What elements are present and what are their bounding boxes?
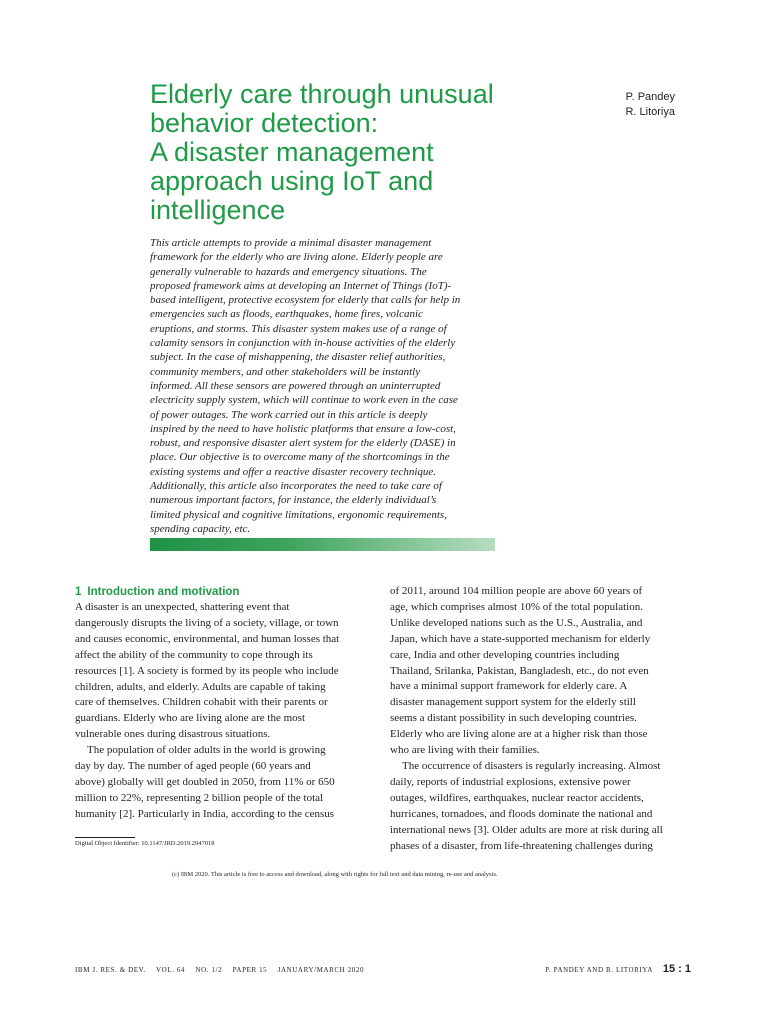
title-line: intelligence [150,195,286,225]
body-line: dangerously disrupts the living of a society, village, or town [75,616,339,629]
body-line: children, adults, and elderly. Adults are capable of taking [75,680,326,693]
abstract-line: place. Our objective is to overcome many of the shortcomings in the [150,451,450,464]
section-number: 1 [75,586,82,598]
body-line: vulnerable ones during disastrous situations. [75,728,271,741]
abstract-line: informed. All these sensors are powered through an uninterrupted [150,379,441,392]
journal-footer [75,966,372,974]
abstract-line: inspired by the need to have holistic platforms that ensure a low-cost, [150,422,456,435]
body-line: have a minimal support framework for elderly care. A [390,680,628,693]
body-line: hurricanes, tornadoes, and floods dominate the national and [390,807,653,820]
body-line: of 2011, around 104 million people are above 60 years of [390,585,643,597]
body-line: guardians. Elderly who are living alone are the most [75,712,306,725]
body-line: outages, wildfires, earthquakes, nuclear reactor accidents, [390,791,644,804]
body-line: resources [1]. A society is formed by its people who include [75,664,339,677]
abstract-divider-bar [150,538,495,551]
abstract-line: existing systems and offer a reactive disaster recovery technique. [150,465,437,478]
body-line: seems a distant possibility in such developing countries. [390,712,637,725]
abstract-line: community members, and other stakeholders will be instantly [150,365,421,378]
author-name: R. Litoriya [625,106,675,118]
body-line: day by day. The number of aged people (60 years and [75,760,311,773]
author-name: P. Pandey [625,91,675,103]
body-line: care of themselves. Children cohabit with their parents or [75,696,328,709]
body-line: Japan, which have a state-supported mechanism for elderly [390,632,651,645]
body-line: The population of older adults in the world is growing [87,744,326,757]
copyright-notice: (c) IBM 2020. This article is free to access and download, along with rights for full text and data mining, re-use and analysis. [172,871,498,878]
article-title [150,80,570,225]
title-line: approach using IoT and [150,166,434,196]
title-line: Elderly care through unusual [150,79,494,109]
footer-number: NO. 1/2 [195,966,223,974]
body-line: A disaster is an unexpected, shattering event that [75,601,290,613]
abstract-line: calamity sensors in conjunction with in-house activities of the elderly [150,337,456,350]
abstract-line: emergencies such as floods, earthquakes, home fires, volcanic [150,308,423,321]
body-line: The occurrence of disasters is regularly increasing. Almost [402,759,661,772]
footer-authors: P. PANDEY AND R. LITORIYA [545,966,653,974]
body-line: international news [3]. Older adults are more at risk during all [390,823,663,836]
title-line: A disaster management [150,137,434,167]
body-line: disaster management support system for the elderly still [390,696,636,709]
body-line: Elderly who are living alone are at a higher risk than those [390,728,648,741]
body-line: Unlike developed nations such as the U.S., Australia, and [390,616,643,629]
title-line: behavior detection: [150,108,379,138]
running-footer-right [545,963,691,975]
body-line: affect the ability of the community to cope through its [75,648,313,661]
abstract-line: spending capacity, etc. [150,522,251,535]
abstract-line: robust, and responsive disaster alert system for the elderly (DASE) in [150,437,456,450]
abstract [150,236,500,536]
body-line: million to 22%, representing 2 billion people of the total [75,791,324,804]
abstract-line: framework for the elderly who are living alone. Elderly people are [150,251,443,264]
section-title: Introduction and motivation [87,586,240,598]
footer-journal: IBM J. RES. & DEV. [75,966,146,974]
footnote-rule [75,837,135,838]
abstract-line: eruptions, and storms. This disaster system makes use of a range of [150,322,447,335]
body-column-right [390,584,690,854]
body-line: Thailand, Srilanka, Pakistan, Bangladesh, etc., do not even [390,664,649,677]
abstract-line: based intelligent, protective ecosystem for elderly that calls for help in [150,294,461,307]
body-line: phases of a disaster, from life-threatening challenges during [390,839,653,852]
doi-footnote: Digital Object Identifier: 10.1147/JRD.2019.2947018 [75,840,215,847]
abstract-line: This article attempts to provide a minimal disaster management [150,237,432,249]
body-line: above) globally will get doubled in 2050, from 11% or 650 [75,775,335,788]
footer-date: JANUARY/MARCH 2020 [277,966,365,974]
footer-paper: PAPER 15 [232,966,268,974]
body-line: age, which comprises almost 10% of the total population. [390,600,643,613]
body-line: who are living with their families. [390,744,540,757]
abstract-line: of power outages. The work carried out in this article is deeply [150,408,428,421]
body-line: humanity [2]. Particularly in India, according to the census [75,807,335,820]
abstract-line: subject. In the case of mishappening, the disaster relief authorities, [150,351,446,364]
abstract-line: Additionally, this article also incorporates the need to take care of [150,480,442,493]
body-line: and causes economic, environmental, and human losses that [75,632,340,645]
body-column-left [75,584,365,823]
section-heading [75,584,365,600]
page-number: 15 : 1 [662,963,691,975]
body-line: daily, reports of industrial explosions, extensive power [390,775,631,788]
author-list [625,90,675,120]
abstract-line: limited physical and cognitive limitations, ergonomic requirements, [150,508,447,521]
footer-volume: VOL. 64 [156,966,186,974]
body-line: care, India and other developing countries including [390,648,620,661]
abstract-line: proposed framework aims at developing an Internet of Things (IoT)- [150,279,452,292]
abstract-line: numerous important factors, for instance, the elderly individual’s [150,494,437,507]
abstract-line: electricity supply system, which will continue to work even in the case [150,394,458,407]
abstract-line: generally vulnerable to hazards and emergency situations. The [150,265,427,278]
